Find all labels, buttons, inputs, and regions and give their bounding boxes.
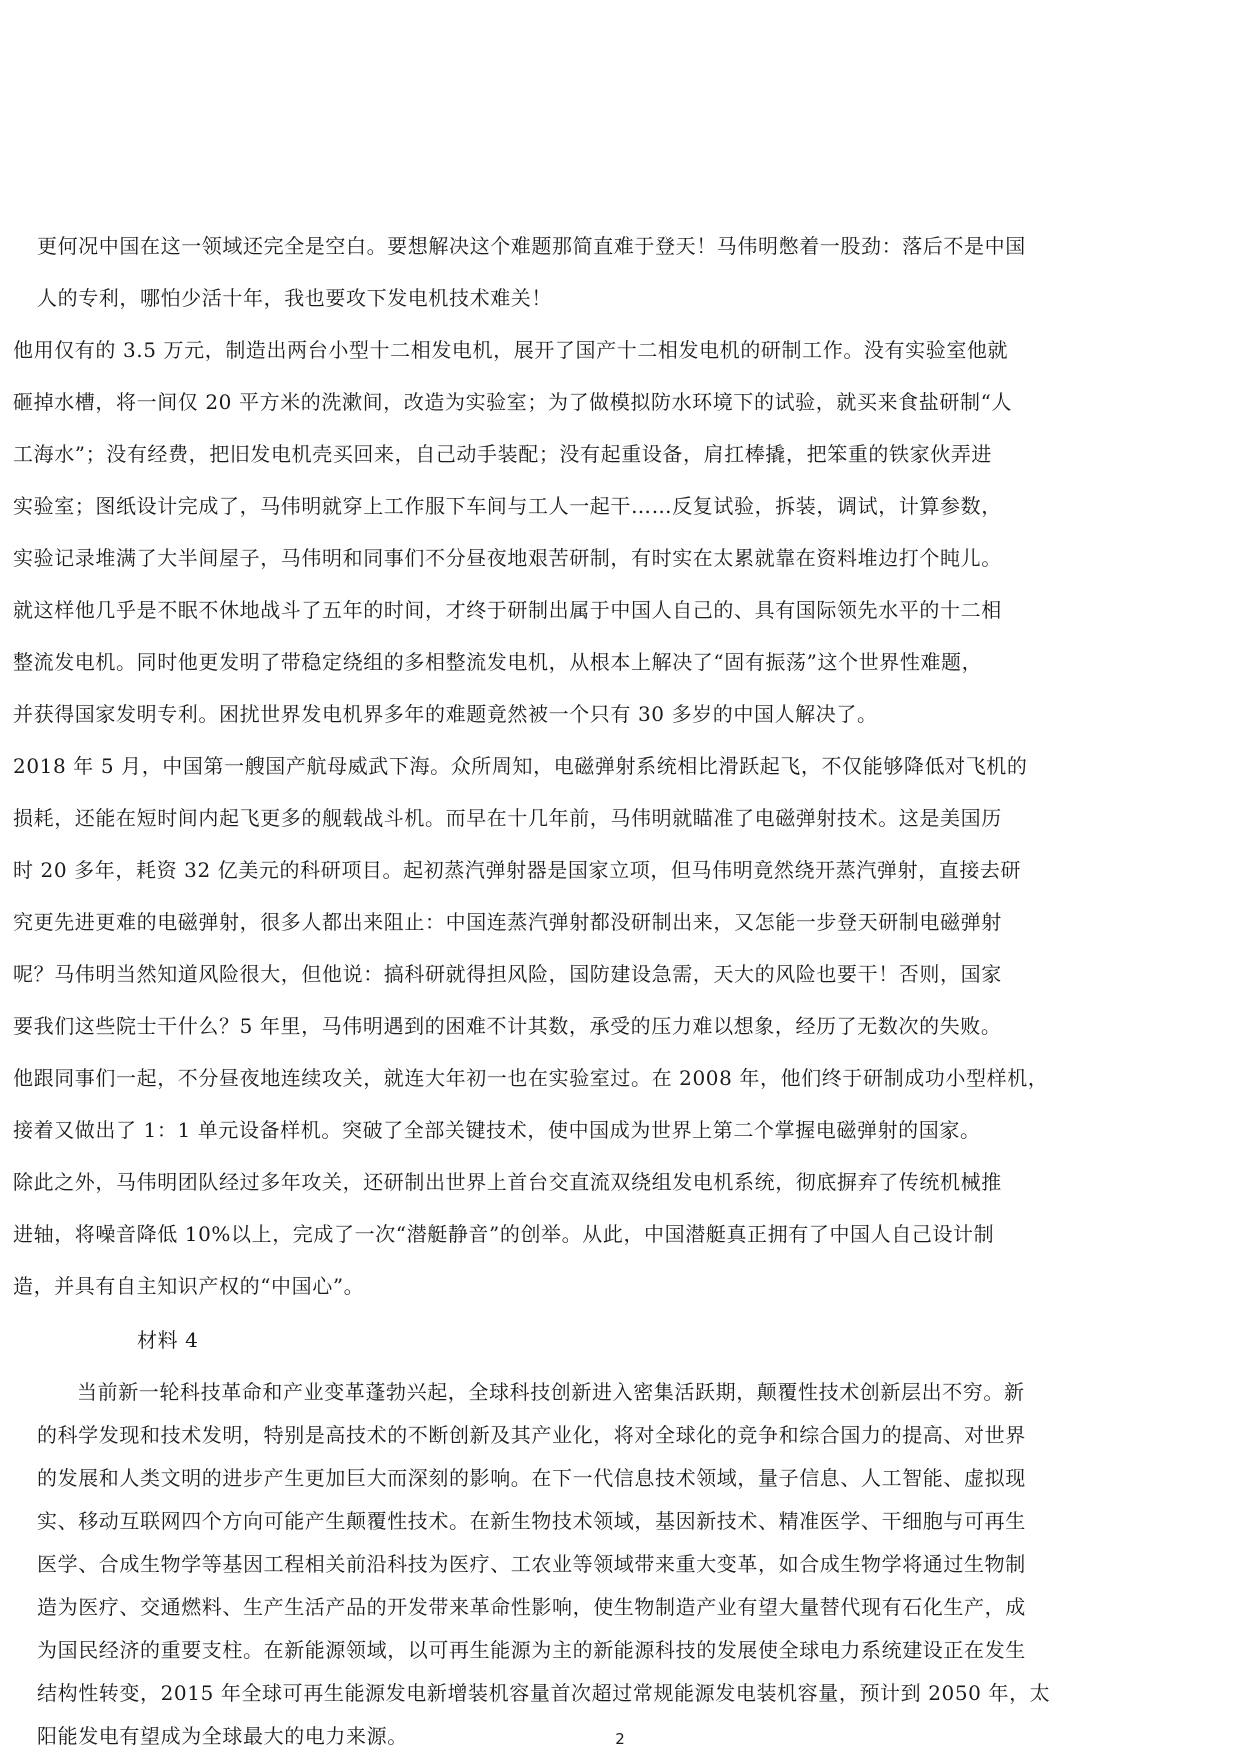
text-line: 他用仅有的 3.5 万元，制造出两台小型十二相发电机，展开了国产十二相发电机的研制工作。没有实验室他就 [13, 338, 1009, 362]
text-line: 要我们这些院士干什么？5 年里，马伟明遇到的困难不计其数，承受的压力难以想象，经历了无数次的失败。 [13, 1014, 1002, 1038]
text-line: 他跟同事们一起，不分昼夜地连续攻关，就连大年初一也在实验室过。在 2008 年，他们终于研制成功小型样机， [13, 1066, 1049, 1090]
text-line: 医学、合成生物学等基因工程相关前沿科技为医疗、工农业等领域带来重大变革，如合成生物学将通过生物制 [37, 1552, 1026, 1576]
text-line: 阳能发电有望成为全球最大的电力来源。 [37, 1724, 408, 1748]
text-line: 损耗，还能在短时间内起飞更多的舰载战斗机。而早在十几年前，马伟明就瞄准了电磁弹射技术。这是美国历 [13, 806, 1002, 830]
text-line: 实验记录堆满了大半间屋子，马伟明和同事们不分昼夜地艰苦研制，有时实在太累就靠在资料堆边打个盹儿。 [13, 546, 1002, 570]
text-line: 造为医疗、交通燃料、生产生活产品的开发带来革命性影响，使生物制造产业有望大量替代现有石化生产，成 [37, 1595, 1026, 1619]
text-line: 进轴，将噪音降低 10%以上，完成了一次“潜艇静音”的创举。从此，中国潜艇真正拥有了中国人自己设计制 [13, 1222, 995, 1246]
text-line: 的发展和人类文明的进步产生更加巨大而深刻的影响。在下一代信息技术领域，量子信息、人工智能、虚拟现 [37, 1466, 1026, 1490]
text-line: 实、移动互联网四个方向可能产生颠覆性技术。在新生物技术领域，基因新技术、精准医学、干细胞与可再生 [37, 1509, 1026, 1533]
text-line: 实验室；图纸设计完成了，马伟明就穿上工作服下车间与工人一起干……反复试验，拆装，调试，计算参数， [13, 494, 1002, 518]
text-line: 工海水”；没有经费，把旧发电机壳买回来，自己动手装配；没有起重设备，肩扛棒撬，把笨重的铁家伙弄进 [13, 442, 993, 466]
text-line: 为国民经济的重要支柱。在新能源领域，以可再生能源为主的新能源科技的发展使全球电力系统建设正在发生 [37, 1638, 1026, 1662]
text-line: 人的专利，哪怕少活十年，我也要攻下发电机技术难关！ [37, 286, 552, 310]
text-line: 造，并具有自主知识产权的“中国心”。 [13, 1274, 365, 1298]
text-line: 结构性转变，2015 年全球可再生能源发电新增装机容量首次超过常规能源发电装机容量，预计到 2050 年，太 [37, 1681, 1051, 1705]
text-line: 就这样他几乎是不眠不休地战斗了五年的时间，才终于研制出属于中国人自己的、具有国际领先水平的十二相 [13, 598, 1002, 622]
page-number: 2 [615, 1730, 625, 1748]
text-line: 呢？马伟明当然知道风险很大，但他说：搞科研就得担风险，国防建设急需，天大的风险也要干！否则，国家 [13, 962, 1002, 986]
text-line: 接着又做出了 1：1 单元设备样机。突破了全部关键技术，使中国成为世界上第二个掌握电磁弹射的国家。 [13, 1118, 981, 1142]
text-line: 当前新一轮科技革命和产业变革蓬勃兴起，全球科技创新进入密集活跃期，颠覆性技术创新层出不穷。新 [77, 1380, 1025, 1404]
text-line: 的科学发现和技术发明，特别是高技术的不断创新及其产业化，将对全球化的竞争和综合国力的提高、对世界 [37, 1423, 1026, 1447]
text-line: 除此之外，马伟明团队经过多年攻关，还研制出世界上首台交直流双绕组发电机系统，彻底摒弃了传统机械推 [13, 1170, 1002, 1194]
text-line: 2018 年 5 月，中国第一艘国产航母威武下海。众所周知，电磁弹射系统相比滑跃起飞，不仅能够降低对飞机的 [13, 754, 1028, 778]
text-line: 整流发电机。同时他更发明了带稳定绕组的多相整流发电机，从根本上解决了“固有振荡”这个世界性难题， [13, 650, 983, 674]
section-heading: 材料 4 [137, 1328, 199, 1352]
text-line: 砸掉水槽，将一间仅 20 平方米的洗漱间，改造为实验室；为了做模拟防水环境下的试验，就买来食盐研制“人 [13, 390, 1012, 414]
text-line: 更何况中国在这一领域还完全是空白。要想解决这个难题那简直难于登天！马伟明憋着一股劲：落后不是中国 [37, 234, 1026, 258]
text-line: 究更先进更难的电磁弹射，很多人都出来阻止：中国连蒸汽弹射都没研制出来，又怎能一步登天研制电磁弹射 [13, 910, 1002, 934]
text-line: 并获得国家发明专利。困扰世界发电机界多年的难题竟然被一个只有 30 多岁的中国人解决了。 [13, 702, 878, 726]
text-line: 时 20 多年，耗资 32 亿美元的科研项目。起初蒸汽弹射器是国家立项，但马伟明竟然绕开蒸汽弹射，直接去研 [13, 858, 1022, 882]
